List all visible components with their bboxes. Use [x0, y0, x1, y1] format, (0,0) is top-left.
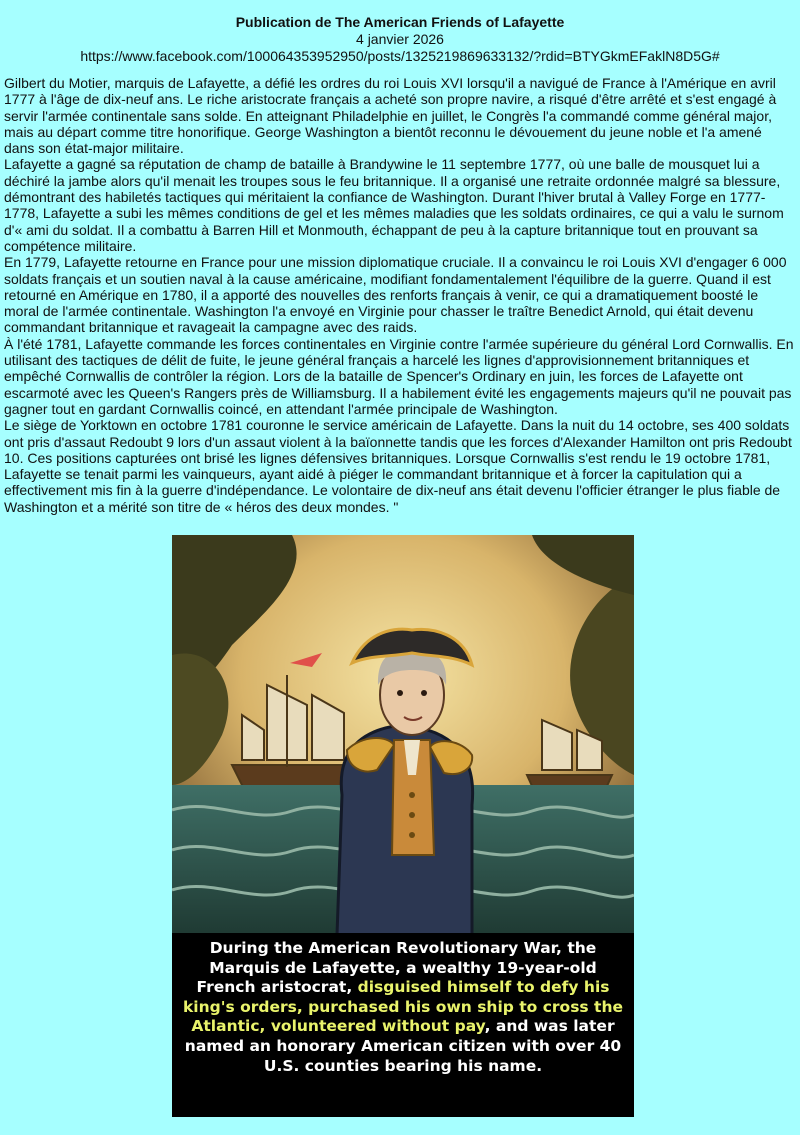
caption-highlight: disguised himself to defy his king's orders, purchased his own ship to cross the Atlantic, volunteered without pay — [182, 978, 624, 1036]
post-url[interactable]: https://www.facebook.com/100064353952950/posts/1325219869633132/?rdid=BTYGkmEFaklN8D5G# — [80, 48, 720, 64]
illustration-art — [172, 535, 634, 935]
post-header — [0, 0, 800, 65]
paragraph: Le siège de Yorktown en octobre 1781 couronne le service américain de Lafayette. Dans la nuit du 14 octobre, ses 400 soldats ont pris d'assaut Redoubt 9 lors d'un assaut violent à la baïonnette tandis que les forces d'Alexander Hamilton ont pris Redoubt 10. Ces positions capturées ont brisé les lignes défensives britanniques. Lorsque Cornwallis s'est rendu le 19 octobre 1781, Lafayette se tenait parmi les vainqueurs, ayant aidé à piéger le commandant britannique et à forcer la capitulation qui a effectivement mis fin à la guerre d'indépendance. Le volontaire de dix-neuf ans était devenu l'officier étranger le plus fiable de Washington et a mérité son titre de « héros des deux mondes. " — [4, 417, 792, 515]
article-body — [0, 65, 800, 515]
caption-text: During the American Revolutionary War, the Marquis de Lafayette, a wealthy 19-year-old French aristocrat, — [196, 939, 597, 997]
caption-text: , and was later named an honorary American citizen with over 40 U.S. counties bearing his name. — [184, 1017, 622, 1075]
post-title: Publication de The American Friends of Lafayette — [235, 14, 565, 30]
paragraph: Lafayette a gagné sa réputation de champ de bataille à Brandywine le 11 septembre 1777, où une balle de mousquet lui a déchiré la jambe alors qu'il menait les troupes sous le feu britannique. Il a organisé une retraite ordonnée malgré sa blessure, démontrant des habiletés tactiques qui méritaient la confiance de Washington. Durant l'hiver brutal à Valley Forge en 1777-1778, Lafayette a subi les mêmes conditions de gel et les mêmes maladies que les soldats ordinaires, ce qui a valu le surnom d'« ami du soldat. Il a combattu à Barren Hill et Monmouth, échappant de peu à la capture britannique tout en prouvant sa compétence militaire. — [4, 156, 784, 254]
paragraph: À l'été 1781, Lafayette commande les forces continentales en Virginie contre l'armée supérieure du général Lord Cornwallis. En utilisant des tactiques de délit de fuite, le jeune général français a harcelé les lignes d'approvisionnement britanniques et empêché Cornwallis de contrôler la région. Lors de la bataille de Spencer's Ordinary en juin, les forces de Lafayette ont escarmoté avec les Queen's Rangers près de Williamsburg. Il a habilement évité les engagements majeurs qu'il ne pouvait pas gagner tout en gardant Cornwallis coincé, en attendant l'armée principale de Washington. — [4, 335, 794, 417]
paragraph: Gilbert du Motier, marquis de Lafayette, a défié les ordres du roi Louis XVI lorsqu'il a navigué de France à l'Amérique en avril 1777 à l'âge de dix-neuf ans. Le riche aristocrate français a acheté son propre navire, a risqué d'être arrêté et s'est engagé à servir l'armée continentale sans solde. En atteignant Philadelphie en juillet, le Congrès l'a commandé comme général major, mais au départ comme titre honorifique. George Washington a bientôt reconnu le dévouement du jeune noble et l'a amené dans son état-major militaire. — [4, 75, 777, 157]
post-date: 4 janvier 2026 — [356, 31, 444, 47]
illustration-caption — [180, 939, 626, 1076]
lafayette-illustration — [172, 535, 634, 1117]
paragraph: En 1779, Lafayette retourne en France pour une mission diplomatique cruciale. Il a convaincu le roi Louis XVI d'engager 6 000 soldats français et un soutien naval à la cause américaine, modifiant fondamentalement l'équilibre de la guerre. Quand il est retourné en Amérique en 1780, il a apporté des nouvelles des renforts français à venir, ce qui a dramatiquement boosté le moral de l'armée continentale. Washington l'a envoyé en Virginie pour chasser le traître Benedict Arnold, qui était devenu commandant britannique et ravageait la campagne avec des raids. — [4, 254, 787, 336]
